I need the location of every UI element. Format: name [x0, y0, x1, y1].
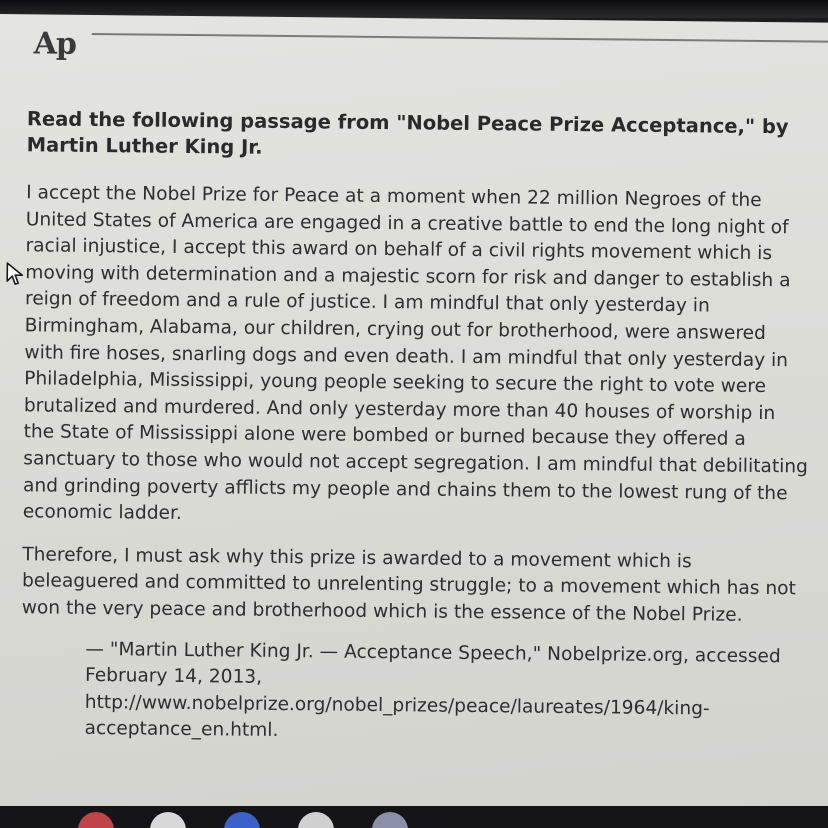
citation-url-line[interactable]: http://www.nobelprize.org/nobel_prizes/peace/laureates/1964/king- — [84, 691, 710, 720]
passage-line: I accept the Nobel Prize for Peace at a moment when 22 million Negroes of the — [26, 182, 762, 211]
question-content — [20, 106, 827, 750]
passage-line: Philadelphia, Mississippi, young people seeking to secure the right to vote were — [24, 368, 767, 398]
passage-line: moving with determination and a majestic scorn for risk and danger to establish a — [25, 262, 791, 292]
source-citation — [84, 636, 821, 750]
question-prompt — [26, 106, 807, 166]
mouse-pointer-icon — [5, 261, 25, 287]
passage-line: racial injustice, I accept this award on behalf of a civil rights movement which is — [25, 235, 773, 265]
passage-line: with fire hoses, snarling dogs and even death. I am mindful that only yesterday in — [24, 341, 789, 371]
passage-line: won the very peace and brotherhood which is the essence of the Nobel Prize. — [21, 597, 743, 626]
monitor-bottom-bezel — [0, 806, 828, 828]
passage-line: sanctuary to those who would not accept segregation. I am mindful that debilitating — [23, 448, 809, 478]
passage-line: Therefore, I must ask why this prize is awarded to a movement which is — [22, 543, 692, 572]
passage-line: reign of freedom and a rule of justice. I am mindful that only yesterday in — [24, 288, 710, 317]
passage-paragraph-1 — [23, 180, 827, 534]
passage-paragraph-2 — [22, 542, 823, 630]
citation-url-line[interactable]: acceptance_en.html. — [84, 718, 279, 742]
passage-line: the State of Mississippi alone were bombed or burned because they offered a — [23, 421, 746, 451]
passage-line: economic ladder. — [22, 501, 182, 525]
screen-page — [0, 14, 828, 823]
passage-line: Birmingham, Alabama, our children, crying out for brotherhood, were answered — [24, 315, 766, 345]
prompt-line: Martin Luther King Jr. — [26, 133, 263, 159]
prompt-line: Read the following passage from "Nobel Peace Prize Acceptance," by — [26, 107, 789, 139]
passage-line: beleaguered and committed to unrelenting struggle; to a movement which has not — [21, 570, 797, 600]
header-divider — [92, 33, 828, 43]
passage-line: brutalized and murdered. And only yesterday more than 40 houses of worship in — [23, 395, 776, 424]
citation-line: — "Martin Luther King Jr. — Acceptance Speech," Nobelprize.org, accessed — [85, 638, 781, 667]
passage-line: and grinding poverty afflicts my people and chains them to the lowest rung of the — [22, 474, 788, 504]
passage-line: United States of America are engaged in a creative battle to end the long night of — [25, 208, 789, 238]
site-logo[interactable]: Ap — [33, 26, 77, 62]
citation-line: February 14, 2013, — [84, 665, 263, 688]
